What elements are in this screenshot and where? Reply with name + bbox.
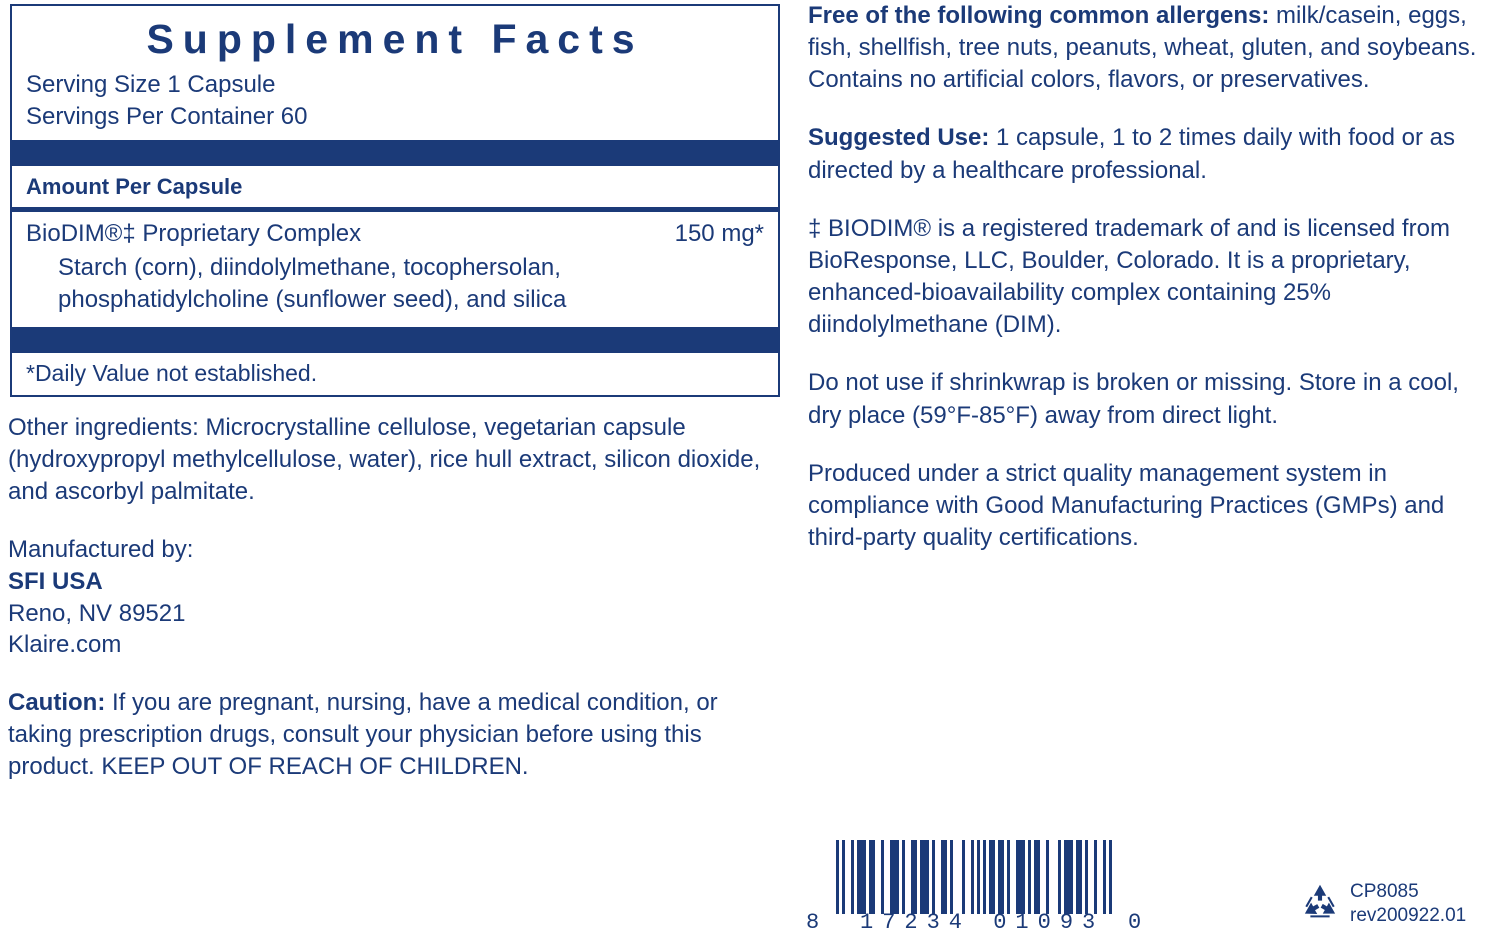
supplement-facts-title: Supplement Facts — [146, 16, 644, 62]
suggested-use-text: 1 capsule, 1 to 2 times daily with food or as directed by a healthcare professional. — [808, 124, 1455, 184]
manufacturer-name: SFI USA — [8, 567, 103, 595]
revision-code: rev200922.01 — [1350, 904, 1467, 926]
ingredient-name: BioDIM®‡ Proprietary Complex — [26, 220, 362, 248]
ingredient-amount: 150 mg* — [674, 220, 764, 248]
product-code: CP8085 — [1350, 881, 1419, 902]
allergens-text: milk/casein, eggs, fish, shellfish, tree nuts, peanuts, wheat, gluten, and soybeans. Contains no artificial colors, flavors, or preservatives. — [808, 2, 1477, 94]
suggested-use-label: Suggested Use: — [808, 124, 990, 152]
manufacturer-block — [8, 534, 788, 662]
storage-paragraph: Do not use if shrinkwrap is broken or missing. Store in a cool, dry place (59°F-85°F) away from direct light. — [808, 369, 1459, 429]
caution-text: If you are pregnant, nursing, have a medical condition, or taking prescription drugs, consult your physician before using this product. KEEP OUT OF REACH OF CHILDREN. — [8, 689, 718, 781]
divider-thick-top — [12, 140, 778, 166]
barcode — [806, 840, 1176, 936]
manufacturer-website: Klaire.com — [8, 631, 122, 659]
serving-size: Serving Size 1 Capsule — [26, 71, 276, 99]
supplement-facts-panel — [10, 4, 780, 397]
barcode-digits-middle: 17234 01093 — [860, 910, 1105, 935]
manufactured-by-label: Manufactured by: — [8, 535, 194, 563]
barcode-digit-left: 8 — [806, 910, 821, 935]
barcode-bars — [836, 840, 1112, 914]
daily-value-note: *Daily Value not established. — [26, 359, 318, 386]
ingredient-sublist: Starch (corn), diindolylmethane, tocophersolan, phosphatidylcholine (sunflower seed), and silica — [58, 254, 567, 313]
allergens-label: Free of the following common allergens: — [808, 2, 1270, 29]
caution-label: Caution: — [8, 689, 106, 717]
amount-per-capsule-header: Amount Per Capsule — [26, 174, 243, 200]
recycle-and-codes — [1298, 880, 1498, 928]
servings-per-container: Servings Per Container 60 — [26, 102, 308, 130]
serving-info — [12, 69, 778, 138]
table-row — [12, 212, 778, 250]
caution-paragraph — [8, 687, 788, 783]
other-ingredients: Other ingredients: Microcrystalline cellulose, vegetarian capsule (hydroxypropyl methylcellulose, water), rice hull extract, silicon dioxide, and ascorbyl palmitate. — [8, 414, 761, 505]
recycle-icon — [1298, 882, 1342, 926]
allergen-paragraph — [808, 0, 1492, 96]
barcode-digit-right: 0 — [1128, 910, 1143, 935]
manufacturer-address: Reno, NV 89521 — [8, 599, 186, 627]
right-column — [808, 0, 1492, 944]
product-codes — [1350, 880, 1466, 928]
trademark-paragraph: ‡ BIODIM® is a registered trademark of and is licensed from BioResponse, LLC, Boulder, Colorado. It is a proprietary, enhanced-bioavailability complex containing 25% diindolylmethane (DIM). — [808, 214, 1450, 339]
left-body-text — [8, 412, 788, 809]
divider-thick-bottom — [12, 327, 778, 353]
quality-paragraph: Produced under a strict quality management system in compliance with Good Manufacturing Practices (GMPs) and third-party quality certifications. — [808, 459, 1445, 552]
suggested-use-paragraph — [808, 122, 1492, 186]
